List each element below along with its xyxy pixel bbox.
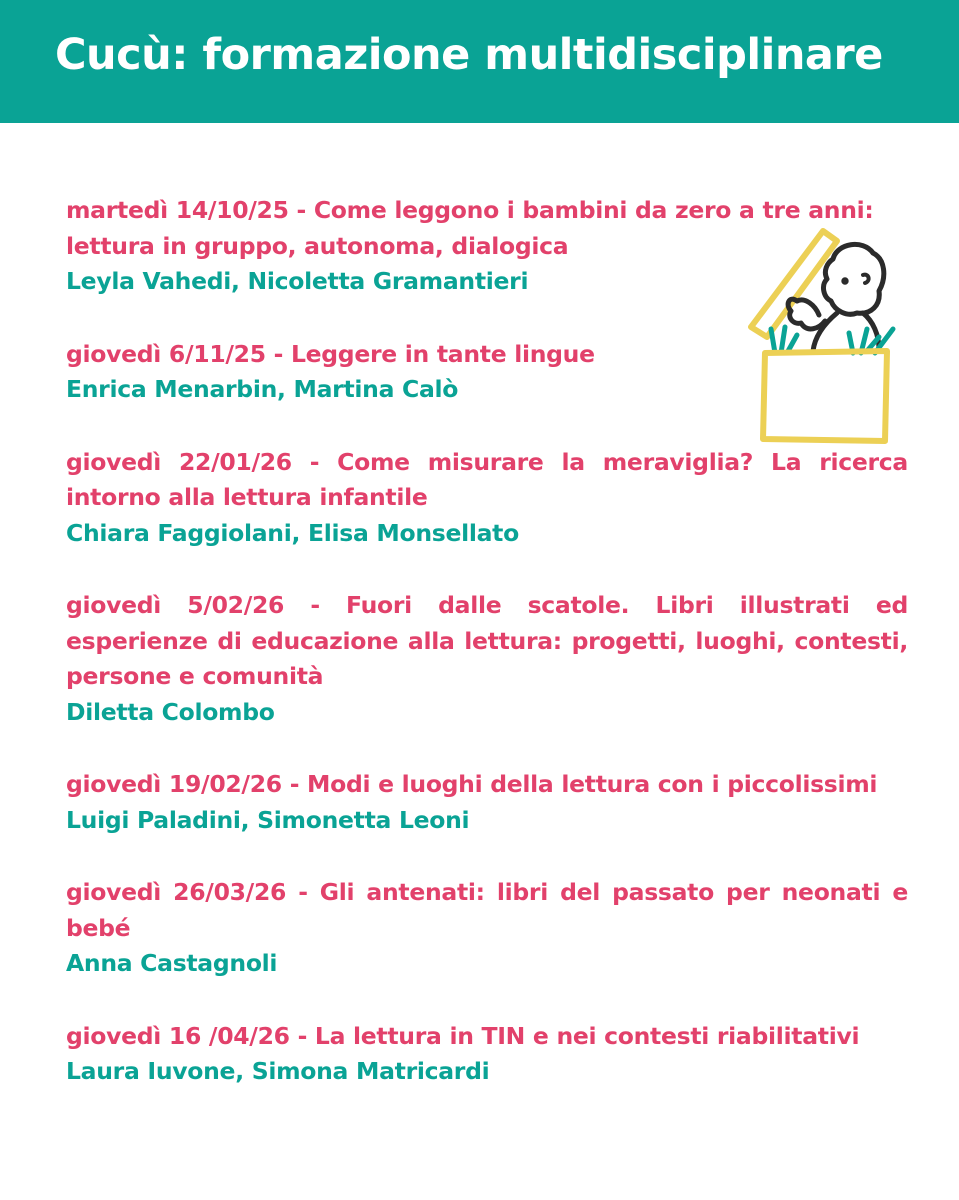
event-title: giovedì 22/01/26 - Come misurare la meraviglia? La ricerca intorno alla lettura infantile — [66, 447, 908, 511]
event-title: martedì 14/10/25 - Come leggono i bambini da zero a tre anni: lettura in gruppo, autonoma, dialogica — [66, 196, 874, 260]
event-title: giovedì 19/02/26 - Modi e luoghi della lettura con i piccolissimi — [66, 770, 878, 798]
page-title: Cucù: formazione multidisciplinare — [55, 30, 883, 80]
event-title: giovedì 5/02/26 - Fuori dalle scatole. Libri illustrati ed esperienze di educazione alla lettura: progetti, luoghi, contesti, persone e comunità — [66, 591, 908, 690]
event-item — [66, 445, 908, 552]
event-title: giovedì 16 /04/26 - La lettura in TIN e nei contesti riabilitativi — [66, 1021, 860, 1050]
event-speakers: Laura Iuvone, Simona Matricardi — [66, 1057, 490, 1085]
event-title: giovedì 26/03/26 - Gli antenati: libri del passato per neonati e bebé — [66, 878, 908, 942]
event-speakers: Leyla Vahedi, Nicoletta Gramantieri — [66, 267, 529, 295]
event-speakers: Diletta Colombo — [66, 697, 275, 726]
event-title: giovedì 6/11/25 - Leggere in tante lingue — [66, 339, 595, 368]
event-item — [66, 767, 908, 838]
event-speakers: Chiara Faggiolani, Elisa Monsellato — [66, 518, 519, 547]
event-item — [66, 588, 908, 730]
event-speakers: Anna Castagnoli — [66, 949, 278, 977]
child-in-box-icon — [745, 225, 905, 445]
event-item — [66, 875, 908, 982]
header-banner — [0, 0, 959, 123]
event-item — [66, 1019, 908, 1090]
event-speakers: Luigi Paladini, Simonetta Leoni — [66, 805, 470, 834]
event-speakers: Enrica Menarbin, Martina Calò — [66, 375, 459, 403]
